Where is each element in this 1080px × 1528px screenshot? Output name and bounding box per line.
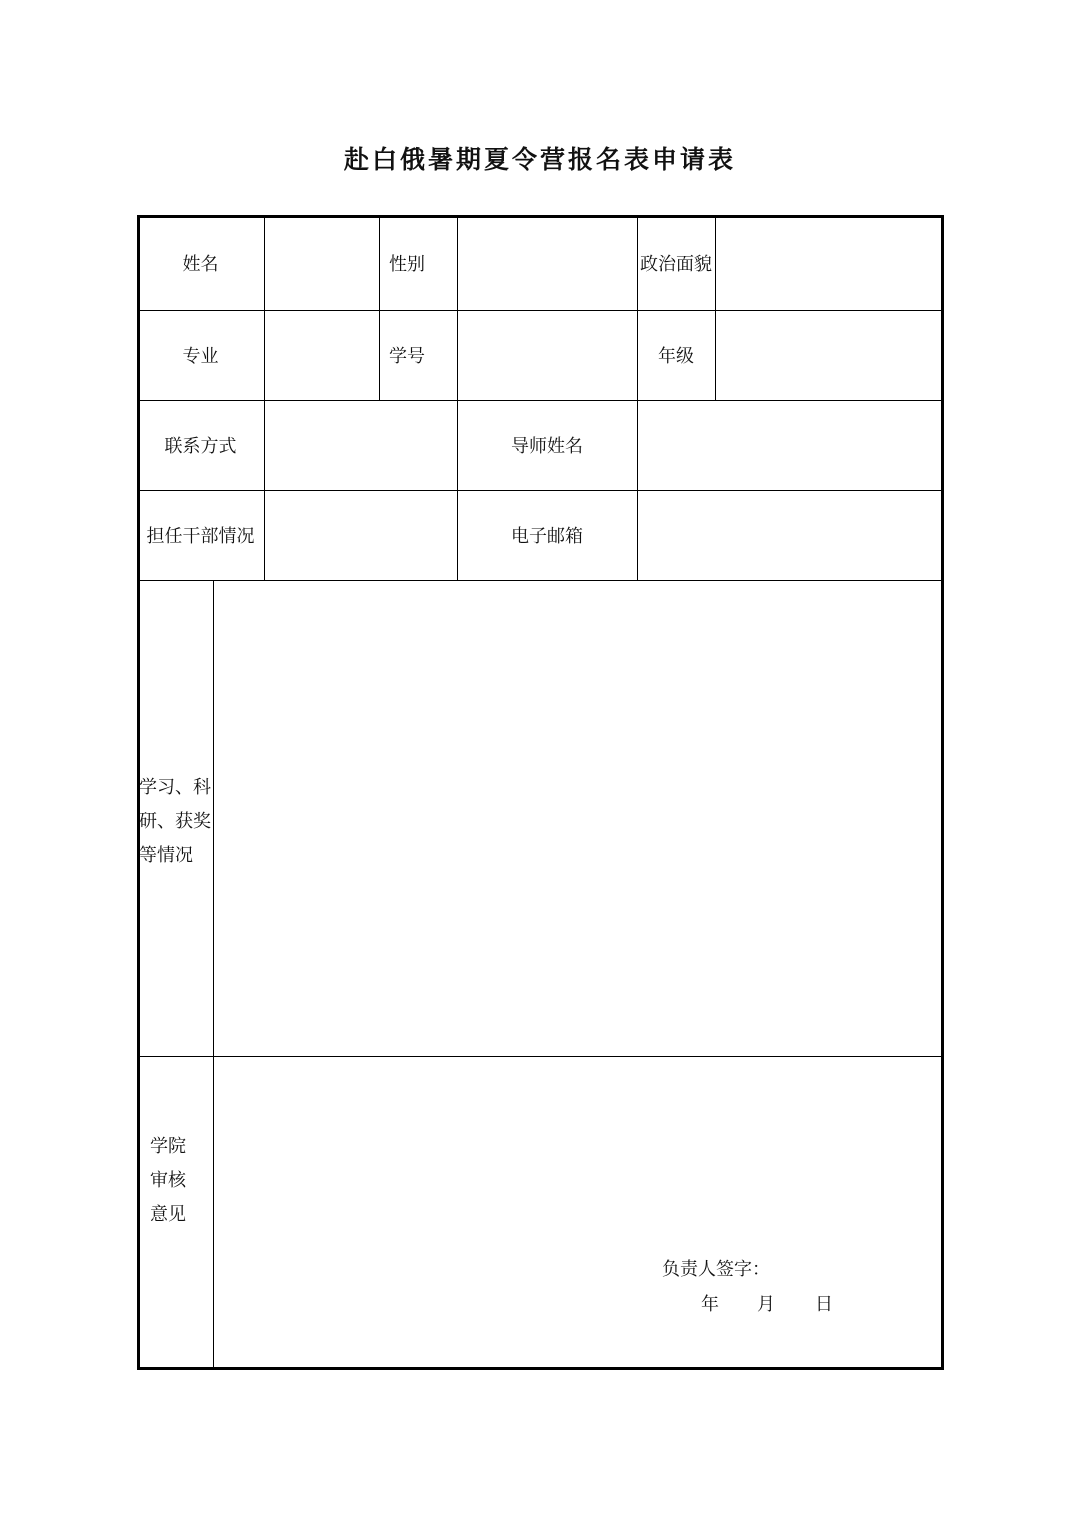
achievements-label-line: 研、获奖: [139, 811, 211, 832]
email-field[interactable]: [638, 491, 941, 580]
name-label: 姓名: [182, 253, 219, 275]
student-id-label: 学号: [389, 346, 425, 367]
review-label-line: 意见: [150, 1204, 186, 1225]
signature-label: 负责人签字：: [662, 1259, 770, 1280]
application-form: [137, 215, 944, 1370]
review-label-line: 学院: [150, 1136, 186, 1157]
email-label: 电子邮箱: [511, 526, 583, 547]
date-month-label: 月: [757, 1294, 775, 1315]
contact-label: 联系方式: [164, 436, 237, 457]
review-label: [150, 1130, 186, 1232]
grade-field[interactable]: [716, 311, 941, 400]
gender-field[interactable]: [458, 218, 637, 310]
advisor-name-label: 导师姓名: [511, 436, 583, 457]
date-day-label: 日: [815, 1294, 833, 1315]
name-field[interactable]: [265, 218, 379, 310]
major-label: 专业: [182, 346, 219, 367]
advisor-name-field[interactable]: [638, 401, 941, 490]
review-label-line: 审核: [150, 1170, 186, 1191]
achievements-label: [139, 771, 211, 873]
political-status-field[interactable]: [716, 218, 941, 310]
gender-label: 性别: [389, 253, 425, 275]
date-year-label: 年: [701, 1294, 719, 1315]
page-title: 赴白俄暑期夏令营报名表申请表: [343, 145, 736, 174]
student-id-field[interactable]: [458, 311, 637, 400]
achievements-field[interactable]: [214, 581, 941, 1056]
cadre-experience-label: 担任干部情况: [146, 526, 255, 547]
grade-label: 年级: [658, 346, 694, 367]
major-field[interactable]: [265, 311, 379, 400]
achievements-label-line: 学习、科: [139, 777, 211, 798]
review-comments-field[interactable]: [214, 1057, 941, 1367]
contact-field[interactable]: [265, 401, 457, 490]
political-status-label: 政治面貌: [640, 253, 712, 275]
achievements-label-line: 等情况: [139, 845, 193, 866]
cadre-experience-field[interactable]: [265, 491, 457, 580]
